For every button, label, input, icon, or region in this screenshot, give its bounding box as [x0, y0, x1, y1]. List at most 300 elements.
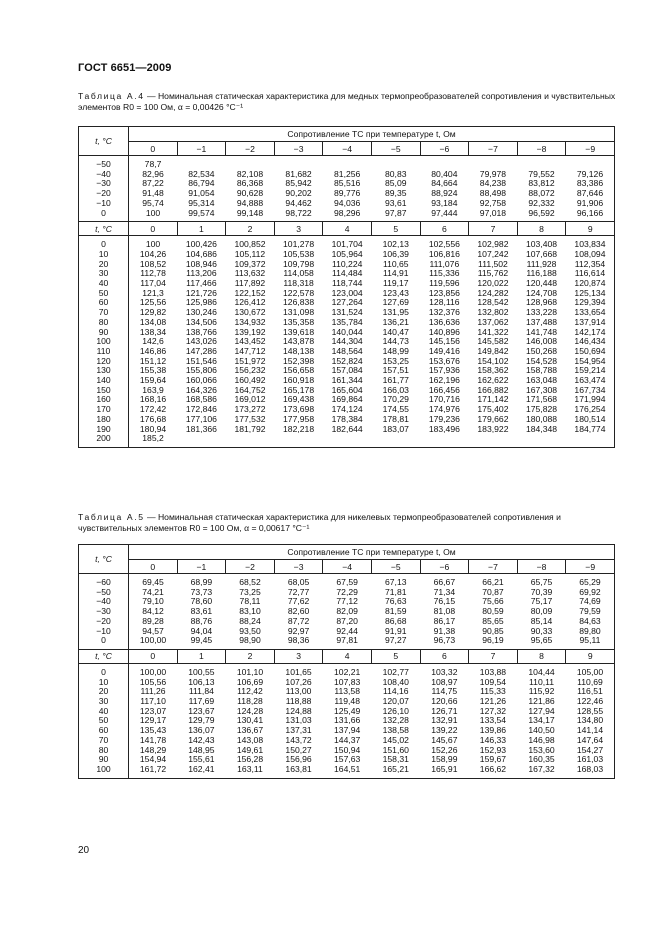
resistance-cell: 94,57	[142, 625, 164, 636]
table-row	[79, 236, 615, 250]
resistance-cell: 157,936	[428, 365, 460, 376]
resistance-cell: 105,00	[566, 663, 615, 677]
resistance-cell: 158,788	[526, 365, 558, 376]
resistance-cell: 103,408	[526, 239, 558, 250]
resistance-cell: 118,318	[283, 278, 314, 289]
resistance-cell: 110,69	[566, 678, 615, 688]
resistance-cell: 149,842	[477, 345, 509, 356]
resistance-cell: 114,16	[382, 686, 409, 697]
resistance-cell: 159,64	[139, 375, 167, 386]
resistance-cell: 79,552	[528, 168, 555, 179]
resistance-cell: 88,76	[190, 615, 213, 626]
resistance-cell: 169,438	[283, 394, 315, 405]
resistance-cell: 144,73	[382, 336, 409, 347]
resistance-cell	[274, 434, 323, 447]
resistance-cell: 138,58	[382, 725, 409, 736]
resistance-cell: 87,22	[142, 178, 164, 189]
temperature-cell: −30	[79, 179, 129, 189]
resistance-cell: 142,6	[142, 336, 164, 347]
column-header: −6	[420, 560, 469, 574]
resistance-cell: 91,91	[385, 625, 407, 636]
table-row	[79, 434, 615, 447]
resistance-cell: 126,10	[382, 705, 409, 716]
resistance-cell: 163,81	[274, 765, 323, 778]
resistance-cell: 164,752	[234, 384, 266, 395]
temperature-cell: 40	[79, 279, 129, 289]
resistance-cell: 169,012	[234, 394, 266, 405]
resistance-cell: 146,434	[566, 337, 615, 347]
resistance-cell: 149,416	[428, 345, 460, 356]
resistance-cell: 83,61	[190, 606, 213, 617]
resistance-cell: 113,206	[186, 268, 217, 279]
resistance-cell: 118,28	[237, 696, 263, 707]
table-a4-caption-text: — Номинальная статическая характеристика для медных термопреобразователей сопротивления и чувствительных элементов R0 = 100 Ом, α = 0,00426 °С⁻¹	[78, 91, 616, 112]
resistance-cell: 128,968	[526, 297, 558, 308]
resistance-cell: 149,61	[236, 744, 264, 755]
resistance-cell: 105,538	[283, 248, 315, 259]
temperature-cell: 90	[79, 328, 129, 338]
resistance-cell: 78,60	[190, 596, 213, 607]
t-column-header: t, °С	[79, 127, 129, 156]
resistance-cell: 115,33	[480, 686, 506, 697]
resistance-cell: 143,08	[236, 734, 264, 745]
resistance-cell: 117,466	[186, 278, 217, 289]
resistance-cell: 91,906	[566, 199, 615, 209]
temperature-cell: −30	[79, 607, 129, 617]
resistance-cell: 125,56	[139, 297, 167, 308]
resistance-cell	[274, 156, 323, 170]
table-a5-caption-label: Таблица А.5	[78, 512, 145, 522]
resistance-cell: 108,97	[431, 676, 458, 687]
resistance-cell: 97,81	[323, 636, 372, 649]
resistance-cell: 139,192	[234, 326, 266, 337]
resistance-cell: 103,88	[479, 666, 507, 677]
resistance-cell: 96,166	[566, 209, 615, 222]
resistance-cell: 164,326	[185, 384, 217, 395]
resistance-cell: 108,094	[566, 250, 615, 260]
resistance-cell: 80,09	[530, 606, 553, 617]
resistance-cell: 167,734	[566, 386, 615, 396]
resistance-cell: 83,386	[566, 179, 615, 189]
resistance-cell: 68,99	[190, 577, 213, 587]
resistance-cell: 171,142	[477, 394, 509, 405]
resistance-cell: 99,574	[177, 209, 226, 222]
resistance-cell: 120,448	[526, 278, 558, 289]
column-header: −3	[274, 560, 323, 574]
temperature-cell: 10	[79, 678, 129, 688]
resistance-cell: 115,762	[477, 268, 509, 279]
resistance-cell: 134,506	[185, 316, 217, 327]
resistance-cell: 145,67	[431, 734, 458, 745]
resistance-cell: 70,39	[530, 586, 553, 597]
resistance-cell: 129,17	[139, 715, 167, 726]
resistance-cell: 86,68	[385, 615, 407, 626]
resistance-cell: 170,29	[382, 394, 409, 405]
resistance-cell: 67,59	[336, 577, 358, 587]
resistance-cell: 134,08	[139, 316, 167, 327]
resistance-cell: 123,67	[188, 705, 215, 716]
resistance-cell: 93,184	[431, 197, 458, 208]
resistance-cell: 82,60	[287, 606, 310, 617]
resistance-cell: 151,972	[234, 355, 266, 366]
resistance-cell: 86,17	[433, 615, 456, 626]
resistance-cell: 85,516	[334, 178, 361, 189]
resistance-cell	[420, 434, 469, 447]
resistance-cell: 125,134	[566, 289, 615, 299]
resistance-cell: 100	[129, 209, 178, 222]
resistance-cell: 106,816	[428, 248, 460, 259]
resistance-cell: 140,896	[428, 326, 460, 337]
column-header: −1	[177, 142, 226, 156]
resistance-cell: 102,556	[428, 239, 460, 250]
resistance-cell: 169,864	[331, 394, 363, 405]
resistance-cell: 128,542	[477, 297, 509, 308]
temperature-cell: 50	[79, 716, 129, 726]
resistance-cell: 175,828	[526, 404, 558, 415]
resistance-cell: 67,13	[385, 577, 407, 587]
resistance-cell: 117,892	[234, 278, 266, 289]
resistance-cell: 157,084	[331, 365, 363, 376]
negative-range-body	[79, 156, 615, 222]
resistance-cell: 146,33	[479, 734, 507, 745]
resistance-cell: 78,11	[239, 596, 261, 607]
resistance-cell: 138,34	[139, 326, 167, 337]
resistance-cell: 109,372	[234, 258, 266, 269]
resistance-cell: 180,088	[526, 413, 558, 424]
resistance-cell: 163,048	[526, 375, 558, 386]
temperature-cell: 190	[79, 425, 129, 435]
resistance-cell: 104,686	[185, 248, 217, 259]
resistance-cell: 87,646	[566, 189, 615, 199]
resistance-cell: 116,51	[566, 687, 615, 697]
resistance-cell: 69,92	[566, 588, 615, 598]
resistance-cell: 173,698	[283, 404, 315, 415]
resistance-cell: 134,80	[566, 716, 615, 726]
resistance-cell: 151,60	[382, 744, 409, 755]
positive-range-body	[79, 236, 615, 448]
resistance-cell: 183,496	[428, 423, 460, 434]
resistance-cell: 166,03	[382, 384, 409, 395]
resistance-cell: 84,664	[431, 178, 458, 189]
resistance-cell: 89,80	[566, 627, 615, 637]
resistance-cell: 100,00	[129, 636, 178, 649]
resistance-cell: 142,174	[566, 328, 615, 338]
t-column-header: t, °С	[79, 545, 129, 574]
resistance-cell: 138,766	[185, 326, 217, 337]
resistance-cell: 84,12	[142, 606, 164, 617]
resistance-cell: 82,09	[336, 606, 358, 617]
resistance-cell: 121,3	[142, 287, 164, 298]
resistance-cell: 150,694	[566, 347, 615, 357]
resistance-cell: 179,236	[428, 413, 460, 424]
column-header: 0	[129, 649, 178, 663]
resistance-cell: 121,726	[185, 287, 217, 298]
column-header: 0	[129, 142, 178, 156]
resistance-cell: 88,072	[528, 188, 555, 199]
resistance-cell: 100,55	[188, 666, 215, 677]
resistance-cell: 80,404	[431, 168, 458, 179]
resistance-cell: 92,332	[528, 197, 555, 208]
resistance-cell: 115,92	[528, 686, 555, 697]
temperature-cell: 20	[79, 687, 129, 697]
resistance-cell: 154,954	[566, 357, 615, 367]
temperature-cell: 10	[79, 250, 129, 260]
resistance-cell: 160,918	[283, 375, 315, 386]
temperature-cell: 0	[79, 663, 129, 677]
resistance-cell: 82,96	[142, 168, 164, 179]
resistance-cell: 107,83	[334, 676, 361, 687]
resistance-cell: 152,26	[431, 744, 458, 755]
column-header: 6	[420, 222, 469, 236]
resistance-cell: 117,69	[188, 696, 215, 707]
resistance-cell: 77,62	[287, 596, 310, 607]
resistance-cell: 162,196	[428, 375, 460, 386]
resistance-cell: 176,68	[139, 413, 167, 424]
resistance-cell: 184,774	[566, 425, 615, 435]
column-header: 3	[274, 649, 323, 663]
resistance-cell: 153,25	[382, 355, 409, 366]
resistance-cell: 75,66	[482, 596, 504, 607]
resistance-cell: 139,618	[283, 326, 315, 337]
resistance-cell: 167,32	[517, 765, 566, 778]
resistance-cell: 166,456	[428, 384, 460, 395]
resistance-cell: 175,402	[477, 404, 509, 415]
resistance-cell: 182,644	[331, 423, 363, 434]
resistance-cell: 115,336	[429, 268, 460, 279]
column-header: 5	[371, 222, 420, 236]
negative-columns-header	[79, 142, 615, 156]
resistance-cell: 132,91	[431, 715, 458, 726]
resistance-cell: 152,824	[331, 355, 363, 366]
resistance-cell: 108,52	[139, 258, 167, 269]
resistance-cell: 79,10	[142, 596, 164, 607]
resistance-cell	[226, 156, 275, 170]
resistance-cell: 112,78	[140, 268, 166, 279]
resistance-cell: 93,61	[385, 197, 407, 208]
resistance-cell: 89,28	[142, 615, 164, 626]
resistance-cell: 136,67	[236, 725, 264, 736]
resistance-cell: 178,384	[331, 413, 363, 424]
resistance-cell: 90,628	[236, 188, 264, 199]
temperature-cell: 100	[79, 765, 129, 778]
resistance-cell: 130,246	[185, 307, 217, 318]
column-header: 3	[274, 222, 323, 236]
resistance-cell: 179,662	[477, 413, 509, 424]
resistance-cell: 98,296	[323, 209, 372, 222]
resistance-cell: 85,65	[482, 615, 504, 626]
resistance-cell: 73,25	[239, 586, 261, 597]
resistance-cell: 119,17	[382, 278, 409, 289]
resistance-cell: 162,41	[177, 765, 226, 778]
resistance-cell: 156,658	[283, 365, 315, 376]
resistance-cell: 111,84	[188, 686, 214, 697]
resistance-cell: 148,138	[283, 345, 315, 356]
resistance-cell: 183,922	[477, 423, 509, 434]
resistance-cell: 133,54	[479, 715, 507, 726]
resistance-cell: 71,81	[385, 586, 407, 597]
temperature-cell: 120	[79, 357, 129, 367]
resistance-cell: 72,29	[336, 586, 358, 597]
resistance-cell: 131,098	[283, 307, 315, 318]
resistance-cell: 117,10	[140, 696, 166, 707]
positive-columns-header	[79, 222, 615, 236]
resistance-cell	[323, 156, 372, 170]
resistance-cell: 91,48	[142, 188, 164, 199]
resistance-cell: 97,444	[420, 209, 469, 222]
resistance-cell: 107,26	[285, 676, 312, 687]
resistance-cell: 156,28	[236, 754, 264, 765]
resistance-cell: 134,17	[528, 715, 555, 726]
resistance-cell: 137,94	[334, 725, 361, 736]
resistance-cell: 111,26	[140, 686, 166, 697]
resistance-cell: 112,42	[237, 686, 263, 697]
resistance-header: Сопротивление ТС при температуре t, Ом	[129, 127, 615, 142]
resistance-cell: 140,47	[382, 326, 409, 337]
resistance-cell: 143,452	[234, 336, 266, 347]
table-row	[79, 636, 615, 649]
resistance-cell: 184,348	[526, 423, 558, 434]
resistance-cell: 123,07	[139, 705, 167, 716]
resistance-cell: 143,026	[185, 336, 217, 347]
column-header: 1	[177, 222, 226, 236]
resistance-cell: 163,11	[226, 765, 275, 778]
resistance-cell: 166,882	[477, 384, 509, 395]
resistance-cell: 71,34	[433, 586, 456, 597]
column-header: 0	[129, 222, 178, 236]
resistance-cell: 127,32	[479, 705, 507, 716]
temperature-cell: 90	[79, 755, 129, 765]
resistance-cell: 151,546	[185, 355, 217, 366]
column-header: 5	[371, 649, 420, 663]
resistance-cell: 97,27	[371, 636, 420, 649]
table-row	[79, 663, 615, 677]
resistance-cell: 147,712	[234, 345, 266, 356]
resistance-cell: 136,21	[382, 316, 409, 327]
resistance-cell: 95,65	[517, 636, 566, 649]
resistance-cell: 113,632	[234, 268, 266, 279]
column-header: −4	[323, 142, 372, 156]
resistance-cell: 82,534	[188, 168, 215, 179]
resistance-cell: 160,35	[528, 754, 555, 765]
resistance-cell	[371, 434, 420, 447]
temperature-cell: 80	[79, 318, 129, 328]
resistance-cell: 182,218	[283, 423, 315, 434]
resistance-cell: 150,94	[334, 744, 361, 755]
temperature-cell: 60	[79, 726, 129, 736]
resistance-cell: 142,43	[188, 734, 215, 745]
resistance-cell: 81,682	[285, 168, 312, 179]
resistance-cell: 101,10	[236, 666, 264, 677]
resistance-cell: 168,586	[185, 394, 217, 405]
resistance-cell: 126,71	[431, 705, 458, 716]
resistance-cell: 165,21	[371, 765, 420, 778]
resistance-cell: 118,744	[331, 278, 363, 289]
temperature-cell: −60	[79, 574, 129, 588]
resistance-cell: 99,148	[226, 209, 275, 222]
resistance-cell: 111,928	[526, 258, 557, 269]
resistance-cell: 87,20	[336, 615, 358, 626]
resistance-cell	[517, 156, 566, 170]
resistance-cell: 77,12	[336, 596, 358, 607]
resistance-cell: 69,45	[142, 577, 164, 587]
resistance-cell: 144,37	[334, 734, 361, 745]
resistance-cell: 131,524	[331, 307, 363, 318]
table-a4-caption-label: Таблица А.4	[78, 91, 145, 101]
resistance-cell: 154,528	[526, 355, 558, 366]
resistance-cell: 122,152	[234, 287, 266, 298]
resistance-cell	[469, 434, 518, 447]
column-header: −2	[226, 560, 275, 574]
table-a5-caption-text: — Номинальная статическая характеристика для никелевых термопреобразователей сопротивления и чувствительных элементов R0 = 100 Ом, α = 0,00617 °С⁻¹	[78, 512, 561, 533]
column-header: 4	[323, 649, 372, 663]
resistance-cell: 131,66	[334, 715, 361, 726]
resistance-cell: 116,614	[566, 269, 615, 279]
resistance-cell: 68,05	[287, 577, 310, 587]
column-header: −2	[226, 142, 275, 156]
resistance-cell: 114,058	[283, 268, 314, 279]
column-header: −7	[469, 560, 518, 574]
resistance-cell: 85,09	[385, 178, 407, 189]
resistance-cell: 118,88	[285, 696, 312, 707]
resistance-cell: 150,268	[526, 345, 558, 356]
resistance-cell: 80,83	[385, 168, 407, 179]
resistance-cell: 159,67	[479, 754, 507, 765]
resistance-cell: 177,532	[234, 413, 266, 424]
temperature-cell: −20	[79, 617, 129, 627]
resistance-cell: 99,45	[177, 636, 226, 649]
temperature-cell: 170	[79, 405, 129, 415]
resistance-cell: 107,668	[526, 248, 558, 259]
resistance-cell: 136,07	[188, 725, 215, 736]
resistance-cell: 148,564	[331, 345, 363, 356]
document-code: ГОСТ 6651—2009	[78, 62, 172, 74]
resistance-cell: 150,27	[285, 744, 312, 755]
resistance-cell: 65,75	[530, 577, 553, 587]
column-header: −7	[469, 142, 518, 156]
resistance-cell: 98,722	[274, 209, 323, 222]
positive-columns-header	[79, 649, 615, 663]
negative-columns-header	[79, 560, 615, 574]
resistance-cell: 100,852	[234, 239, 266, 250]
column-header: 4	[323, 222, 372, 236]
resistance-cell: 134,932	[234, 316, 266, 327]
resistance-cell: 81,08	[433, 606, 456, 617]
resistance-cell: 139,86	[479, 725, 507, 736]
resistance-cell: 164,51	[323, 765, 372, 778]
resistance-cell: 172,42	[139, 404, 167, 415]
resistance-cell: 76,15	[433, 596, 456, 607]
resistance-cell: 121,26	[479, 696, 507, 707]
resistance-cell	[371, 156, 420, 170]
resistance-cell: 102,13	[382, 239, 409, 250]
resistance-cell: 165,178	[283, 384, 315, 395]
temperature-cell: 130	[79, 366, 129, 376]
temperature-cell: 100	[79, 337, 129, 347]
column-header: −4	[323, 560, 372, 574]
resistance-cell: 92,758	[479, 197, 507, 208]
table-row	[79, 156, 615, 170]
resistance-cell: 68,52	[239, 577, 261, 587]
column-header: 8	[517, 222, 566, 236]
resistance-cell	[469, 156, 518, 170]
resistance-cell: 79,978	[479, 168, 507, 179]
resistance-cell: 91,054	[188, 188, 215, 199]
negative-range-body	[79, 574, 615, 650]
resistance-cell: 86,794	[188, 178, 215, 189]
resistance-cell: 80,59	[482, 606, 504, 617]
resistance-cell: 106,69	[236, 676, 264, 687]
resistance-header: Сопротивление ТС при температуре t, Ом	[129, 545, 615, 560]
